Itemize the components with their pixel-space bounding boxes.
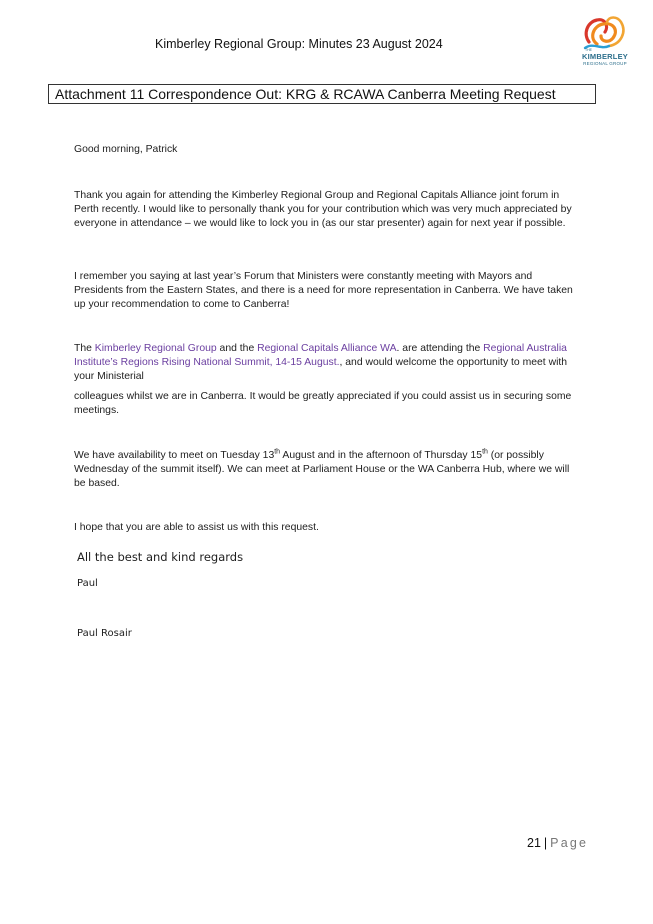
- letter-paragraph-2: [74, 270, 574, 311]
- regional-capitals-alliance-link[interactable]: Regional Capitals Alliance WA: [257, 343, 397, 354]
- letter-paragraph-5: [74, 449, 574, 490]
- letter-greeting: [74, 143, 574, 157]
- letter-paragraph-1: [74, 189, 574, 230]
- letter-paragraph-4: [74, 390, 574, 418]
- logo-subtitle: REGIONAL GROUP: [583, 61, 627, 66]
- letter-paragraph-6: [74, 521, 574, 535]
- page-label: Page: [550, 836, 589, 850]
- swirl-logo-icon: [579, 12, 631, 52]
- page-number-footer: [527, 836, 588, 850]
- paragraph-text: Thank you again for attending the Kimberley Regional Group and Regional Capitals Alliance joint forum in Perth recently. I would like to personally thank you for your contribution which was very much appreciated by everyone in attendance – we would like to lock you in (as our star presenter) again for next year if possible.: [74, 190, 572, 229]
- paragraph-text: I remember you saying at last year’s Forum that Ministers were constantly meeting with Mayors and Presidents from the Eastern States, and there is a need for more representation in Canberra. We have taken up your recommendation to come to Canberra!: [74, 271, 573, 310]
- attachment-title-box: Attachment 11 Correspondence Out: KRG & RCAWA Canberra Meeting Request: [48, 84, 596, 104]
- text-run: August and in the afternoon of Thursday 15: [280, 450, 483, 461]
- text-run: . are attending the: [396, 343, 484, 354]
- signature-full-name: Paul Rosair: [77, 628, 132, 639]
- logo-name: KIMBERLEY: [582, 52, 628, 61]
- greeting-text: Good morning, Patrick: [74, 144, 178, 155]
- text-run: and the: [216, 343, 258, 354]
- paragraph-text: I hope that you are able to assist us with this request.: [74, 522, 319, 533]
- letter-paragraph-3: [74, 342, 574, 383]
- text-run: , and would welcome the opportunity to meet with your Ministerial: [74, 356, 568, 382]
- kimberley-regional-group-link[interactable]: Kimberley Regional Group: [94, 343, 217, 354]
- text-run: (or possibly Wednesday of the summit itself). We can meet at Parliament House or the WA Canberra Hub, where we will be based.: [74, 450, 570, 489]
- page-number: 21: [527, 836, 541, 850]
- superscript: th: [482, 448, 488, 456]
- closing-line: All the best and kind regards: [77, 550, 244, 564]
- kimberley-logo: [579, 12, 631, 70]
- page-separator: |: [543, 836, 548, 850]
- paragraph-text: colleagues whilst we are in Canberra. It would be greatly appreciated if you could assist us in securing some meetings.: [74, 391, 572, 416]
- page-header-title: Kimberley Regional Group: Minutes 23 August 2024: [155, 37, 443, 51]
- paragraph-text: [74, 449, 574, 490]
- text-run: The: [74, 343, 95, 354]
- paragraph-text: [74, 342, 574, 383]
- signature-first-name: Paul: [77, 578, 98, 589]
- regions-rising-summit-link[interactable]: Regional Australia Institute’s Regions Rising National Summit, 14-15 August.: [74, 343, 567, 368]
- logo-small-text: THE: [585, 48, 592, 52]
- superscript: th: [274, 448, 281, 456]
- text-run: We have availability to meet on Tuesday 13: [74, 450, 275, 461]
